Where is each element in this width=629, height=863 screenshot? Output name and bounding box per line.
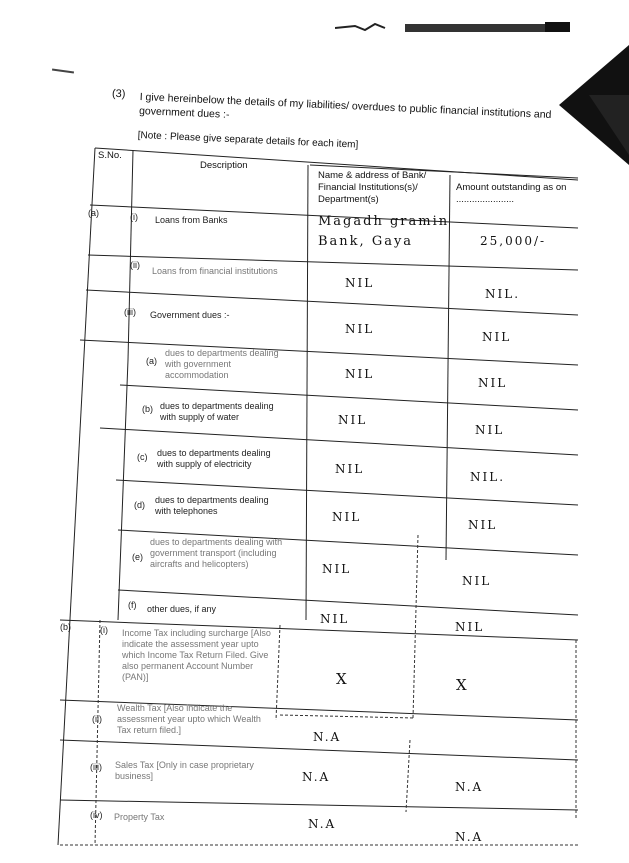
- row-sub-c-label: (c): [137, 452, 148, 462]
- row-sub-a-name-handwritten: NIL: [345, 367, 375, 381]
- row-sub-a-amount-handwritten: NIL: [478, 376, 508, 390]
- row-a-label: (a): [88, 208, 99, 218]
- row-sub-a-desc: dues to departments dealing with government accommodation: [165, 348, 279, 380]
- scan-header-mark: ~~: [335, 18, 570, 36]
- row-sub-e-label: (e): [132, 552, 143, 562]
- row-sub-b-desc: dues to departments dealing with supply of water: [160, 401, 274, 422]
- row-b-i-desc: Income Tax including surcharge [Also indicate the assessment year upto which Income Tax Return Filed. Give also permanent Account Number (PAN)]: [122, 628, 271, 682]
- row-sub-e-amount-handwritten: NIL: [462, 574, 492, 588]
- row-sub-f-label: (f): [128, 600, 137, 610]
- row-sub-b-label: (b): [142, 404, 153, 414]
- row-sub-b-name-handwritten: NIL: [338, 413, 368, 427]
- row-b-i-name-handwritten: X: [336, 670, 349, 688]
- row-ii-desc: Loans from financial institutions: [152, 266, 278, 276]
- intro-text: I give hereinbelow the details of my liabilities/ overdues to public financial institutions and government dues :-: [138, 90, 552, 121]
- row-iii-desc: Government dues :-: [150, 310, 230, 320]
- row-sub-d-name-handwritten: NIL: [332, 510, 362, 524]
- row-b-iii-amount-handwritten: N.A: [455, 780, 484, 794]
- row-i-name-handwritten: Magadh gramin Bank, Gaya: [318, 214, 450, 249]
- row-ii-name-handwritten: NIL: [345, 276, 375, 290]
- row-b-iii-name-handwritten: N.A: [302, 770, 331, 784]
- row-sub-d-desc: dues to departments dealing with telephones: [155, 495, 269, 516]
- row-iii-name-handwritten: NIL: [345, 322, 375, 336]
- row-b-iv-desc: Property Tax: [114, 812, 165, 822]
- header-amount: Amount outstanding as on ......................: [456, 182, 567, 205]
- row-sub-b-amount-handwritten: NIL: [475, 423, 505, 437]
- row-ii-amount-handwritten: NIL.: [485, 287, 521, 301]
- row-ii-label: (ii): [130, 260, 140, 270]
- row-b-iv-name-handwritten: N.A: [308, 817, 337, 831]
- row-sub-d-label: (d): [134, 500, 145, 510]
- row-b-ii-name-handwritten: N.A: [313, 730, 342, 744]
- row-i-label: (i): [130, 212, 138, 222]
- note-text: [Note : Please give separate details for each item]: [137, 130, 359, 151]
- row-b-i-label: (i): [100, 625, 108, 635]
- row-iii-label: (iii): [124, 307, 136, 317]
- row-b-iii-desc: Sales Tax [Only in case proprietary business]: [115, 760, 254, 781]
- row-b-label: (b): [60, 622, 71, 632]
- row-i-desc: Loans from Banks: [155, 215, 228, 225]
- row-sub-e-desc: dues to departments dealing with government transport (including aircrafts and helicopters): [150, 537, 283, 569]
- row-b-ii-desc: Wealth Tax [Also indicate the assessment year upto which Wealth Tax return filed.]: [117, 703, 261, 735]
- row-i-amount-handwritten: 25,000/-: [480, 234, 547, 248]
- row-sub-a-label: (a): [146, 356, 157, 366]
- row-sub-d-amount-handwritten: NIL: [468, 518, 498, 532]
- row-b-iii-label: (iii): [90, 762, 102, 772]
- row-sub-c-desc: dues to departments dealing with supply of electricity: [157, 448, 271, 469]
- row-sub-f-desc: other dues, if any: [147, 604, 217, 614]
- row-sub-f-name-handwritten: NIL: [320, 612, 350, 626]
- row-b-iv-label: (iv): [90, 810, 103, 820]
- row-b-ii-label: (ii): [92, 714, 102, 724]
- row-sub-c-name-handwritten: NIL: [335, 462, 365, 476]
- row-sub-e-name-handwritten: NIL: [322, 562, 352, 576]
- header-name-address: Name & address of Bank/ Financial Institutions(s)/ Department(s): [318, 170, 427, 205]
- row-iii-amount-handwritten: NIL: [482, 330, 512, 344]
- row-b-iv-amount-handwritten: N.A: [455, 830, 484, 844]
- header-description: Description: [200, 160, 248, 171]
- row-b-i-amount-handwritten: X: [456, 676, 469, 694]
- row-sub-c-amount-handwritten: NIL.: [470, 470, 506, 484]
- header-sno: S.No.: [98, 150, 122, 161]
- row-sub-f-amount-handwritten: NIL: [455, 620, 485, 634]
- section-number: (3): [111, 87, 126, 101]
